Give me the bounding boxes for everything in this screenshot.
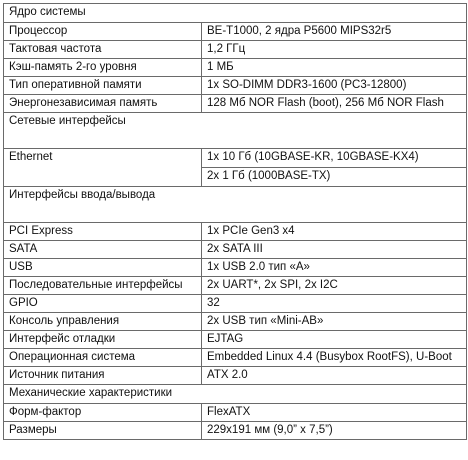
- table-row: [4, 23, 467, 41]
- spec-name: GPIO: [4, 295, 202, 313]
- section-header: Ядро системы: [4, 4, 467, 23]
- spec-value: FlexATX: [202, 404, 467, 422]
- spec-value: BE-T1000, 2 ядра P5600 MIPS32r5: [202, 23, 467, 41]
- specifications-table-body: [4, 4, 467, 440]
- table-row: [4, 95, 467, 113]
- spec-value: EJTAG: [202, 331, 467, 349]
- spec-name: Тип оперативной памяти: [4, 77, 202, 95]
- table-row: [4, 259, 467, 277]
- section-header-row: [4, 385, 467, 404]
- spec-name: PCI Express: [4, 223, 202, 241]
- table-row: [4, 149, 467, 168]
- section-header-row: [4, 113, 467, 149]
- spec-value: 2x 1 Гб (1000BASE-TX): [202, 168, 467, 187]
- spec-name: Кэш-память 2-го уровня: [4, 59, 202, 77]
- section-header-row: [4, 187, 467, 223]
- spec-name: Последовательные интерфейсы: [4, 277, 202, 295]
- spec-value: 1 МБ: [202, 59, 467, 77]
- table-row: [4, 77, 467, 95]
- spec-name: Интерфейс отладки: [4, 331, 202, 349]
- spec-value: 2x UART*, 2x SPI, 2x I2C: [202, 277, 467, 295]
- table-row: [4, 349, 467, 367]
- spec-name: Тактовая частота: [4, 41, 202, 59]
- spec-value: Embedded Linux 4.4 (Busybox RootFS), U-Boot: [202, 349, 467, 367]
- spec-name: USB: [4, 259, 202, 277]
- specifications-table: [3, 3, 467, 440]
- spec-value: 2x USB тип «Mini-AB»: [202, 313, 467, 331]
- spec-value: 1x USB 2.0 тип «A»: [202, 259, 467, 277]
- spec-name: Операционная система: [4, 349, 202, 367]
- spec-value: 1x 10 Гб (10GBASE-KR, 10GBASE-KX4): [202, 149, 467, 168]
- spec-name: Форм-фактор: [4, 404, 202, 422]
- spec-value: 1x PCIe Gen3 x4: [202, 223, 467, 241]
- section-header: Механические характеристики: [4, 385, 467, 404]
- spec-value: 2x SATA III: [202, 241, 467, 259]
- table-row: [4, 41, 467, 59]
- spec-name: Ethernet: [4, 149, 202, 187]
- spec-value: ATX 2.0: [202, 367, 467, 385]
- spec-name: SATA: [4, 241, 202, 259]
- spec-value: 32: [202, 295, 467, 313]
- spec-name: Процессор: [4, 23, 202, 41]
- spec-name: Энергонезависимая память: [4, 95, 202, 113]
- table-row: [4, 313, 467, 331]
- section-header: Сетевые интерфейсы: [4, 113, 467, 149]
- section-header: Интерфейсы ввода/вывода: [4, 187, 467, 223]
- table-row: [4, 331, 467, 349]
- table-row: [4, 367, 467, 385]
- spec-value: 1x SO-DIMM DDR3-1600 (PC3-12800): [202, 77, 467, 95]
- table-row: [4, 241, 467, 259]
- spec-name: Размеры: [4, 422, 202, 440]
- table-row: [4, 422, 467, 440]
- spec-name: Консоль управления: [4, 313, 202, 331]
- spec-value: 229x191 мм (9,0” x 7,5”): [202, 422, 467, 440]
- spec-name: Источник питания: [4, 367, 202, 385]
- table-row: [4, 295, 467, 313]
- table-row: [4, 59, 467, 77]
- table-row: [4, 277, 467, 295]
- spec-value: 1,2 ГГц: [202, 41, 467, 59]
- table-row: [4, 404, 467, 422]
- table-row: [4, 223, 467, 241]
- spec-value: 128 Мб NOR Flash (boot), 256 Мб NOR Flash: [202, 95, 467, 113]
- section-header-row: [4, 4, 467, 23]
